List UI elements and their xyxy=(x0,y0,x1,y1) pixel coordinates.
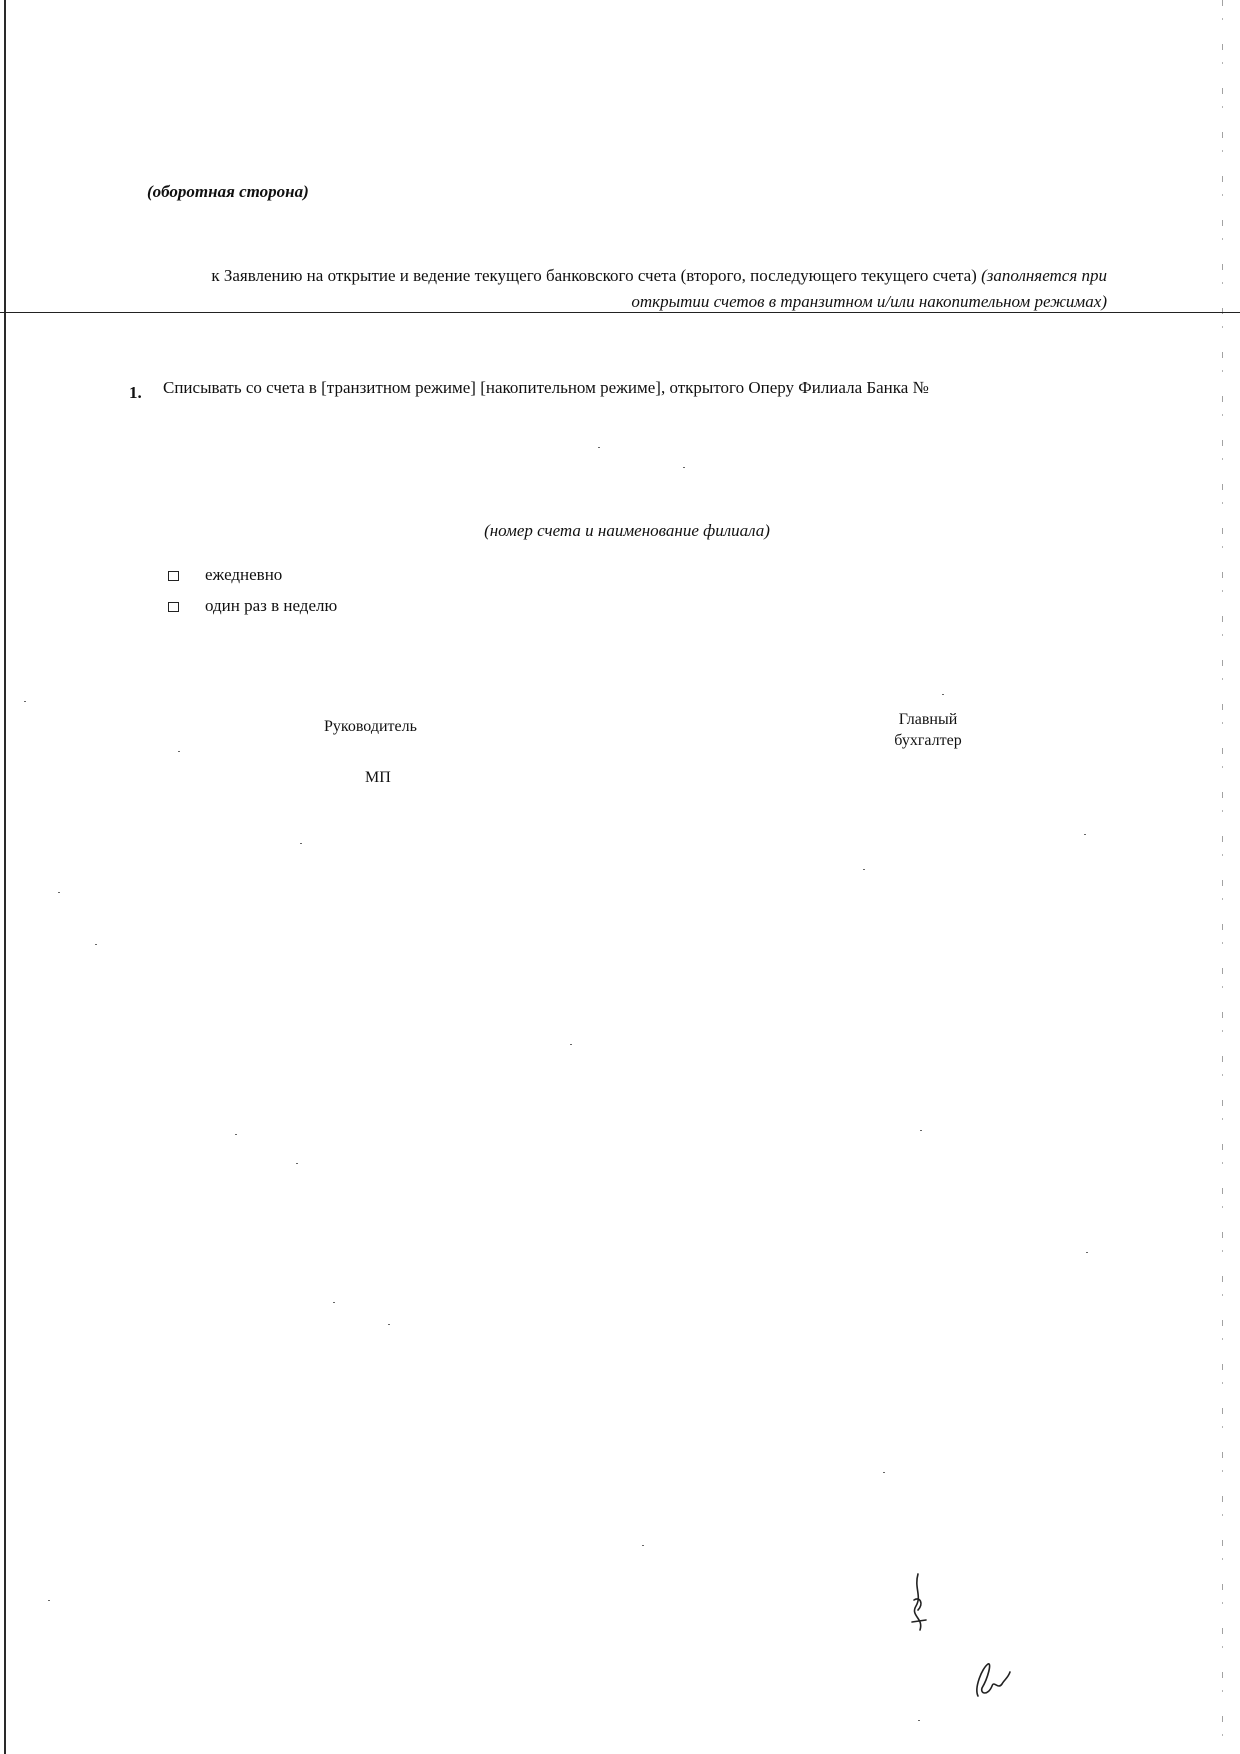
scan-speck xyxy=(942,694,944,695)
scan-right-edge xyxy=(1222,0,1223,1754)
scan-speck xyxy=(296,1163,298,1164)
checkbox-weekly[interactable] xyxy=(168,602,179,612)
account-caption xyxy=(0,521,1240,541)
scan-speck xyxy=(883,1472,885,1473)
scan-speck xyxy=(598,447,600,448)
item-number: 1. xyxy=(129,383,142,402)
scan-speck xyxy=(333,1302,335,1303)
scan-speck xyxy=(920,1130,922,1131)
scan-speck xyxy=(235,1134,237,1135)
initial-signature-2 xyxy=(968,1658,1018,1703)
stamp-label: МП xyxy=(365,769,391,786)
scan-speck xyxy=(863,869,865,870)
scan-speck xyxy=(24,701,26,702)
scan-speck xyxy=(642,1545,644,1546)
to-application-main: к Заявлению на открытие и ведение текущего банковского счета (второго, последующего текущего счета) xyxy=(211,266,982,285)
scan-speck xyxy=(95,944,97,945)
scan-speck xyxy=(300,843,302,844)
option-weekly-label: один раз в неделю xyxy=(205,596,338,615)
scan-speck xyxy=(388,1324,390,1325)
initial-signature-1 xyxy=(900,1570,940,1640)
head-label: Руководитель xyxy=(324,718,417,735)
chief-accountant-label: Главный бухгалтер xyxy=(894,711,962,749)
scan-left-edge xyxy=(4,0,6,1754)
scan-speck xyxy=(918,1720,920,1721)
scan-speck xyxy=(178,751,180,752)
to-application-text xyxy=(207,263,1107,315)
option-daily-label: ежедневно xyxy=(205,565,283,584)
reverse-side-label: (оборотная сторона) xyxy=(147,182,309,201)
account-caption-text: (номер счета и наименование филиала) xyxy=(484,521,770,540)
item-text: Списывать со счета в [транзитном режиме] [накопительном режиме], открытого Оперу Филиала Банка № xyxy=(163,378,929,397)
checkbox-daily[interactable] xyxy=(168,571,179,581)
scan-speck xyxy=(48,1600,50,1601)
to-application-note: (заполняется при открытии счетов в транзитном и/или накопительном режимах) xyxy=(631,266,1107,311)
scan-speck xyxy=(1084,834,1086,835)
scan-speck xyxy=(683,467,685,468)
scan-speck xyxy=(58,892,60,893)
scan-speck xyxy=(570,1044,572,1045)
scan-speck xyxy=(1086,1252,1088,1253)
